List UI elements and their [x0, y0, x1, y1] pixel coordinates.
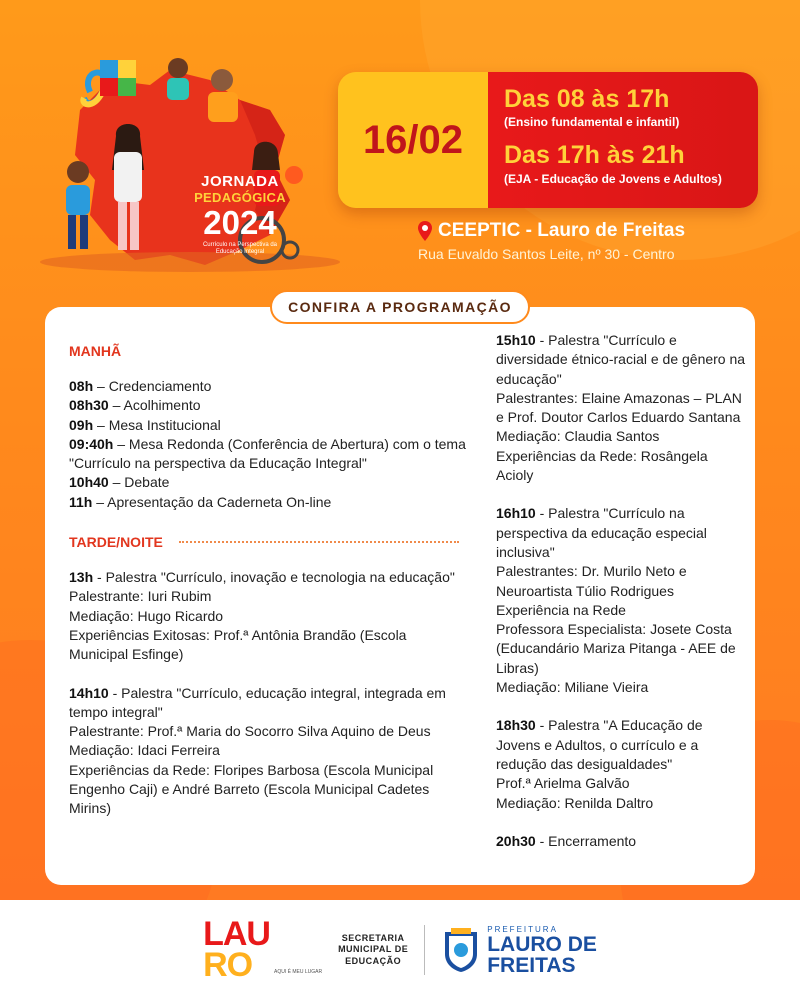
schedule-box	[488, 72, 758, 208]
program-column-right	[496, 331, 746, 870]
section-title-manha: MANHÃ	[69, 343, 122, 359]
lauro-logo-text: LAU RO	[203, 915, 270, 984]
block-line: Mediação: Hugo Ricardo	[69, 607, 224, 624]
program-title: CONFIRA A PROGRAMAÇÃO	[270, 290, 530, 324]
lauro-logo	[203, 915, 323, 984]
section-title-tarde-row	[69, 534, 469, 550]
header-illustration	[40, 40, 340, 280]
block-line: Mediação: Miliane Vieira	[496, 679, 649, 696]
block-line: Experiência na Rede	[496, 601, 626, 618]
block-line: Experiências da Rede: Floripes Barbosa (Escola Municipal Engenho Caji) e André Barreto (Escola Municipal Cadetes Mirins)	[69, 761, 434, 817]
date-card	[338, 72, 758, 208]
schedule-item: 08h30 – Acolhimento	[69, 397, 201, 414]
block-line: Palestrante: Iuri Rubim	[69, 588, 212, 605]
date-box	[338, 72, 488, 208]
schedule-item: 09:40h – Mesa Redonda (Conferência de Abertura) com o tema "Currículo na perspectiva da Educação Integral"	[69, 435, 466, 472]
block-heading: 16h10 - Palestra "Currículo na perspectiva da educação especial inclusiva"	[496, 505, 707, 560]
schedule-block-14h10	[69, 684, 469, 819]
program-column-left	[69, 343, 469, 838]
schedule-block-16h10	[496, 504, 746, 697]
slot-desc-2: (EJA - Educação de Jovens e Adultos)	[504, 171, 722, 186]
logo-line-1: JORNADA	[201, 173, 279, 190]
block-line: Experiências da Rede: Rosângela Acioly	[496, 447, 708, 484]
prefeitura-name-2: FREITAS	[487, 953, 576, 977]
program-card	[45, 307, 755, 885]
block-line: Palestrantes: Elaine Amazonas – PLAN e Prof. Doutor Carlos Eduardo Santana	[496, 389, 742, 426]
logo-year: 2024	[203, 204, 277, 241]
slot-time-1: Das 08 às 17h	[504, 85, 670, 113]
footer-divider	[424, 925, 425, 975]
schedule-block-15h10	[496, 331, 746, 485]
block-line: Mediação: Claudia Santos	[496, 428, 660, 445]
venue-address: Rua Euvaldo Santos Leite, nº 30 - Centro	[418, 246, 675, 262]
schedule-item: 09h – Mesa Institucional	[69, 416, 221, 433]
footer	[0, 900, 800, 1000]
block-heading: 14h10 - Palestra "Currículo, educação integral, integrada em tempo integral"	[69, 684, 446, 720]
location-pin-icon	[418, 221, 432, 241]
block-line: Mediação: Renilda Daltro	[496, 794, 654, 811]
block-heading: 20h30 - Encerramento	[496, 832, 637, 849]
block-line: Palestrantes: Dr. Murilo Neto e Neuroartista Túlio Rodrigues	[496, 563, 687, 599]
manha-list	[69, 377, 469, 512]
block-line: Mediação: Idaci Ferreira	[69, 742, 220, 759]
venue-name: CEEPTIC - Lauro de Freitas	[438, 220, 686, 241]
schedule-block-18h30	[496, 716, 746, 812]
block-line: Prof.ª Arielma Galvão	[496, 775, 630, 792]
secretaria-label: SECRETARIA MUNICIPAL DE EDUCAÇÃO	[338, 933, 409, 966]
block-heading: 13h - Palestra "Currículo, inovação e tecnologia na educação"	[69, 569, 455, 586]
slot-time-2: Das 17h às 21h	[504, 141, 685, 170]
dotted-divider	[179, 541, 459, 543]
schedule-block-13h	[69, 568, 469, 664]
event-logo-title	[190, 174, 290, 256]
block-line: Experiências Exitosas: Prof.ª Antônia Brandão (Escola Municipal Esfinge)	[69, 626, 407, 663]
logo-line-2: PEDAGÓGICA	[194, 190, 286, 205]
schedule-item: 08h – Credenciamento	[69, 378, 212, 394]
block-heading: 15h10 - Palestra "Currículo e diversidade étnico-racial e de gênero na educação"	[496, 332, 746, 387]
prefeitura-name-1: LAURO DE	[487, 932, 597, 956]
venue	[418, 220, 685, 262]
section-title-tarde: TARDE/NOITE	[69, 534, 163, 551]
coat-of-arms-icon	[441, 926, 481, 974]
prefeitura-logo	[441, 925, 597, 976]
event-date: 16/02	[362, 117, 464, 162]
block-line: Professora Especialista: Josete Costa (Educandário Mariza Pitanga - AEE de Libras)	[496, 621, 736, 676]
slot-desc-1: (Ensino fundamental e infantil)	[504, 115, 680, 130]
lauro-tagline: AQUI É MEU LUGAR	[273, 968, 323, 975]
schedule-block-20h30	[496, 832, 746, 851]
schedule-item: 11h – Apresentação da Caderneta On-line	[69, 493, 332, 510]
logo-subtitle: Currículo na Perspectiva da Educação Integral	[202, 242, 278, 256]
block-heading: 18h30 - Palestra "A Educação de Jovens e Adultos, o currículo e a redução das desigualdades"	[496, 717, 703, 772]
venue-name-row	[418, 220, 685, 242]
schedule-item: 10h40 – Debate	[69, 474, 170, 491]
block-line: Palestrante: Prof.ª Maria do Socorro Silva Aquino de Deus	[69, 723, 431, 740]
prefeitura-small: PREFEITURA	[487, 924, 558, 934]
